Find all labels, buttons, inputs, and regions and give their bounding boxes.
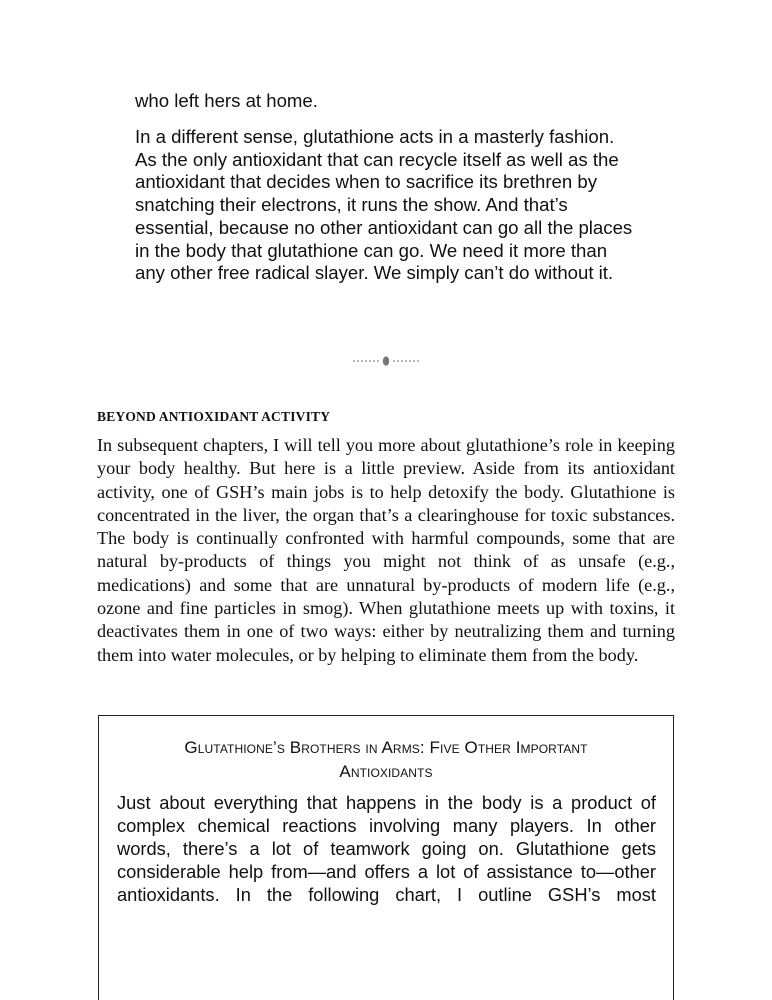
- glutathione-paragraph: [135, 126, 640, 285]
- sidebar-body: Just about everything that happens in the body is a product of complex chemical reactions involving many players. In other words, there’s a lot of teamwork going on. Glutathione gets considerable help from—and offers a lot of assistance to—other antioxidants. In the following chart, I outline GSH’s most: [117, 792, 656, 905]
- section-heading: BEYOND ANTIOXIDANT ACTIVITY: [97, 409, 331, 424]
- paragraph-text: In a different sense, glutathione acts in a masterly fashion. As the only antioxidant that can recycle itself as well as the antioxidant that decides when to sacrifice its brethren by snatching their electrons, it runs the show. And that’s essential, because no other antioxidant can go all the places in the body that glutathione can go. We need it more than any other free radical slayer. We simply can’t do without it.: [135, 126, 633, 284]
- section-body-paragraph: In subsequent chapters, I will tell you more about glutathione’s role in keeping your body healthy. But here is a little preview. Aside from its antioxidant activity, one of GSH’s main jobs is to help detoxify the body. Glutathione is concentrated in the liver, the organ that’s a clearinghouse for toxic substances. The body is continually confronted with harmful compounds, some that are natural by-products of things you might not think of as unsafe (e.g., medications) and some that are unnatural by-products of modern life (e.g., ozone and fine particles in smog). When glutathione meets up with toxins, it deactivates them in one of two ways: either by neutralizing them and turning them into water molecules, or by helping to eliminate them from the body.: [97, 435, 675, 665]
- sidebar-title-line2: Antioxidants: [339, 762, 433, 781]
- continued-text: [135, 90, 640, 113]
- section-divider-ornament-icon: [352, 355, 420, 367]
- continued-line: who left hers at home.: [135, 90, 318, 111]
- sidebar-title: [99, 736, 673, 784]
- sidebar-box: [98, 715, 674, 1000]
- sidebar-title-line1: Glutathione’s Brothers in Arms: Five Other Important: [184, 738, 588, 757]
